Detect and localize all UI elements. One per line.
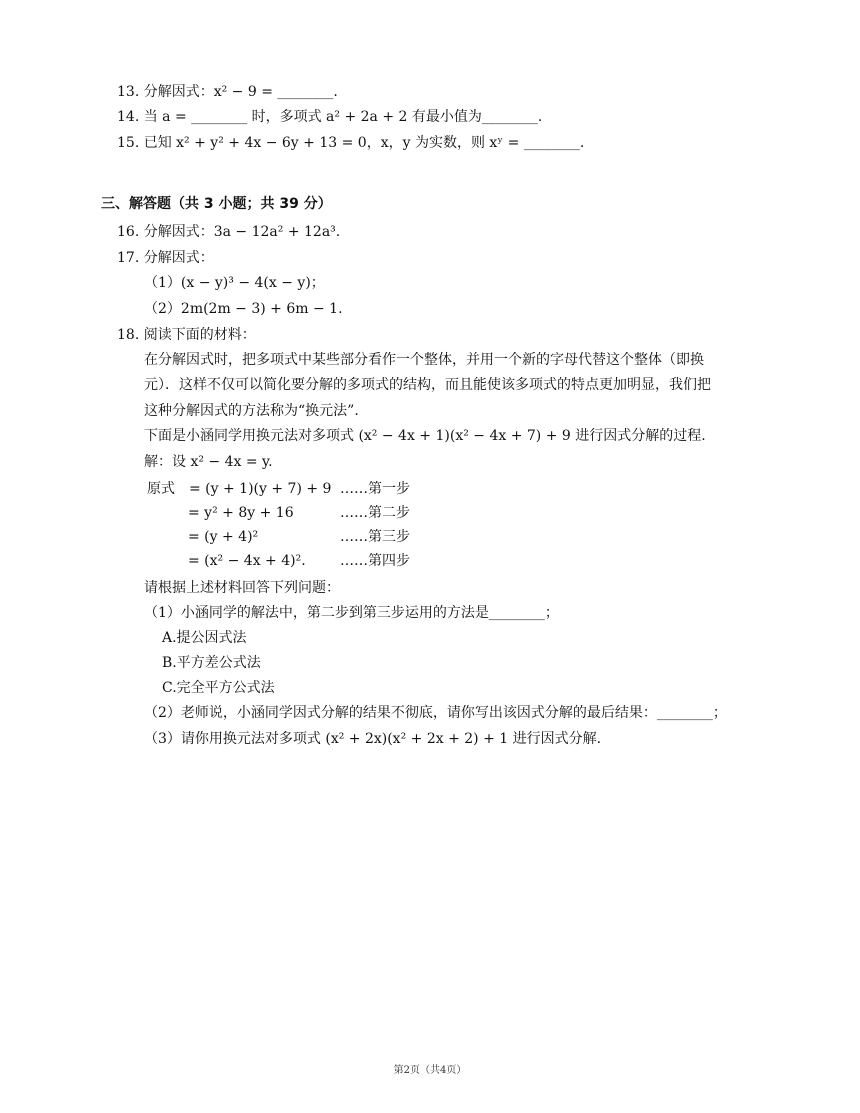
step-expression: 原式 = (y + 1)(y + 7) + 9: [147, 481, 332, 497]
step-expression: = (x² − 4x + 4)².: [188, 553, 306, 569]
question-15: 15. 已知 x² + y² + 4x − 6y + 13 = 0，x，y 为实数，则 xʸ = ________.: [117, 135, 585, 151]
step-label: ……第二步: [340, 505, 410, 521]
option-c: C.完全平方公式法: [162, 680, 275, 696]
question-13: 13. 分解因式：x² − 9 = ________.: [117, 84, 338, 100]
sub-question-2: （2）老师说，小涵同学因式分解的结果不彻底，请你写出该因式分解的最后结果：________；: [144, 705, 727, 721]
sub-question-1: （1）小涵同学的解法中，第二步到第三步运用的方法是________；: [144, 605, 559, 621]
question-17-part-1: （1）(x − y)³ − 4(x − y)；: [144, 275, 325, 291]
option-a: A.提公因式法: [162, 630, 247, 646]
option-b: B.平方差公式法: [162, 655, 261, 671]
sub-question-3: （3）请你用换元法对多项式 (x² + 2x)(x² + 2x + 2) + 1 进行因式分解.: [144, 731, 602, 747]
step-expression: = (y + 4)²: [188, 529, 259, 545]
material-line: 这种分解因式的方法称为“换元法”.: [144, 403, 359, 419]
step-label: ……第一步: [340, 481, 410, 497]
material-line: 元）．这样不仅可以简化要分解的多项式的结构，而且能使该多项式的特点更加明显，我们把: [144, 377, 711, 393]
section-heading: 三、解答题（共 3 小题；共 39 分）: [101, 196, 332, 212]
question-14: 14. 当 a = ________ 时，多项式 a² + 2a + 2 有最小值为________.: [117, 109, 543, 125]
question-prompt: 请根据上述材料回答下列问题：: [144, 580, 340, 596]
question-17-title: 17. 分解因式：: [117, 250, 214, 266]
material-line: 下面是小涵同学用换元法对多项式 (x² − 4x + 1)(x² − 4x + 7) + 9 进行因式分解的过程.: [144, 428, 706, 444]
material-line: 在分解因式时，把多项式中某些部分看作一个整体，并用一个新的字母代替这个整体（即换: [144, 352, 704, 368]
question-18-title: 18. 阅读下面的材料：: [117, 327, 256, 343]
page-footer: 第2页（共4页）: [393, 1065, 467, 1076]
step-label: ……第三步: [340, 529, 410, 545]
step-label: ……第四步: [340, 553, 410, 569]
question-16: 16. 分解因式：3a − 12a² + 12a³.: [117, 224, 341, 240]
question-17-part-2: （2）2m(2m − 3) + 6m − 1.: [144, 301, 343, 317]
solution-intro: 解：设 x² − 4x = y.: [144, 454, 273, 470]
step-expression: = y² + 8y + 16: [188, 505, 294, 521]
